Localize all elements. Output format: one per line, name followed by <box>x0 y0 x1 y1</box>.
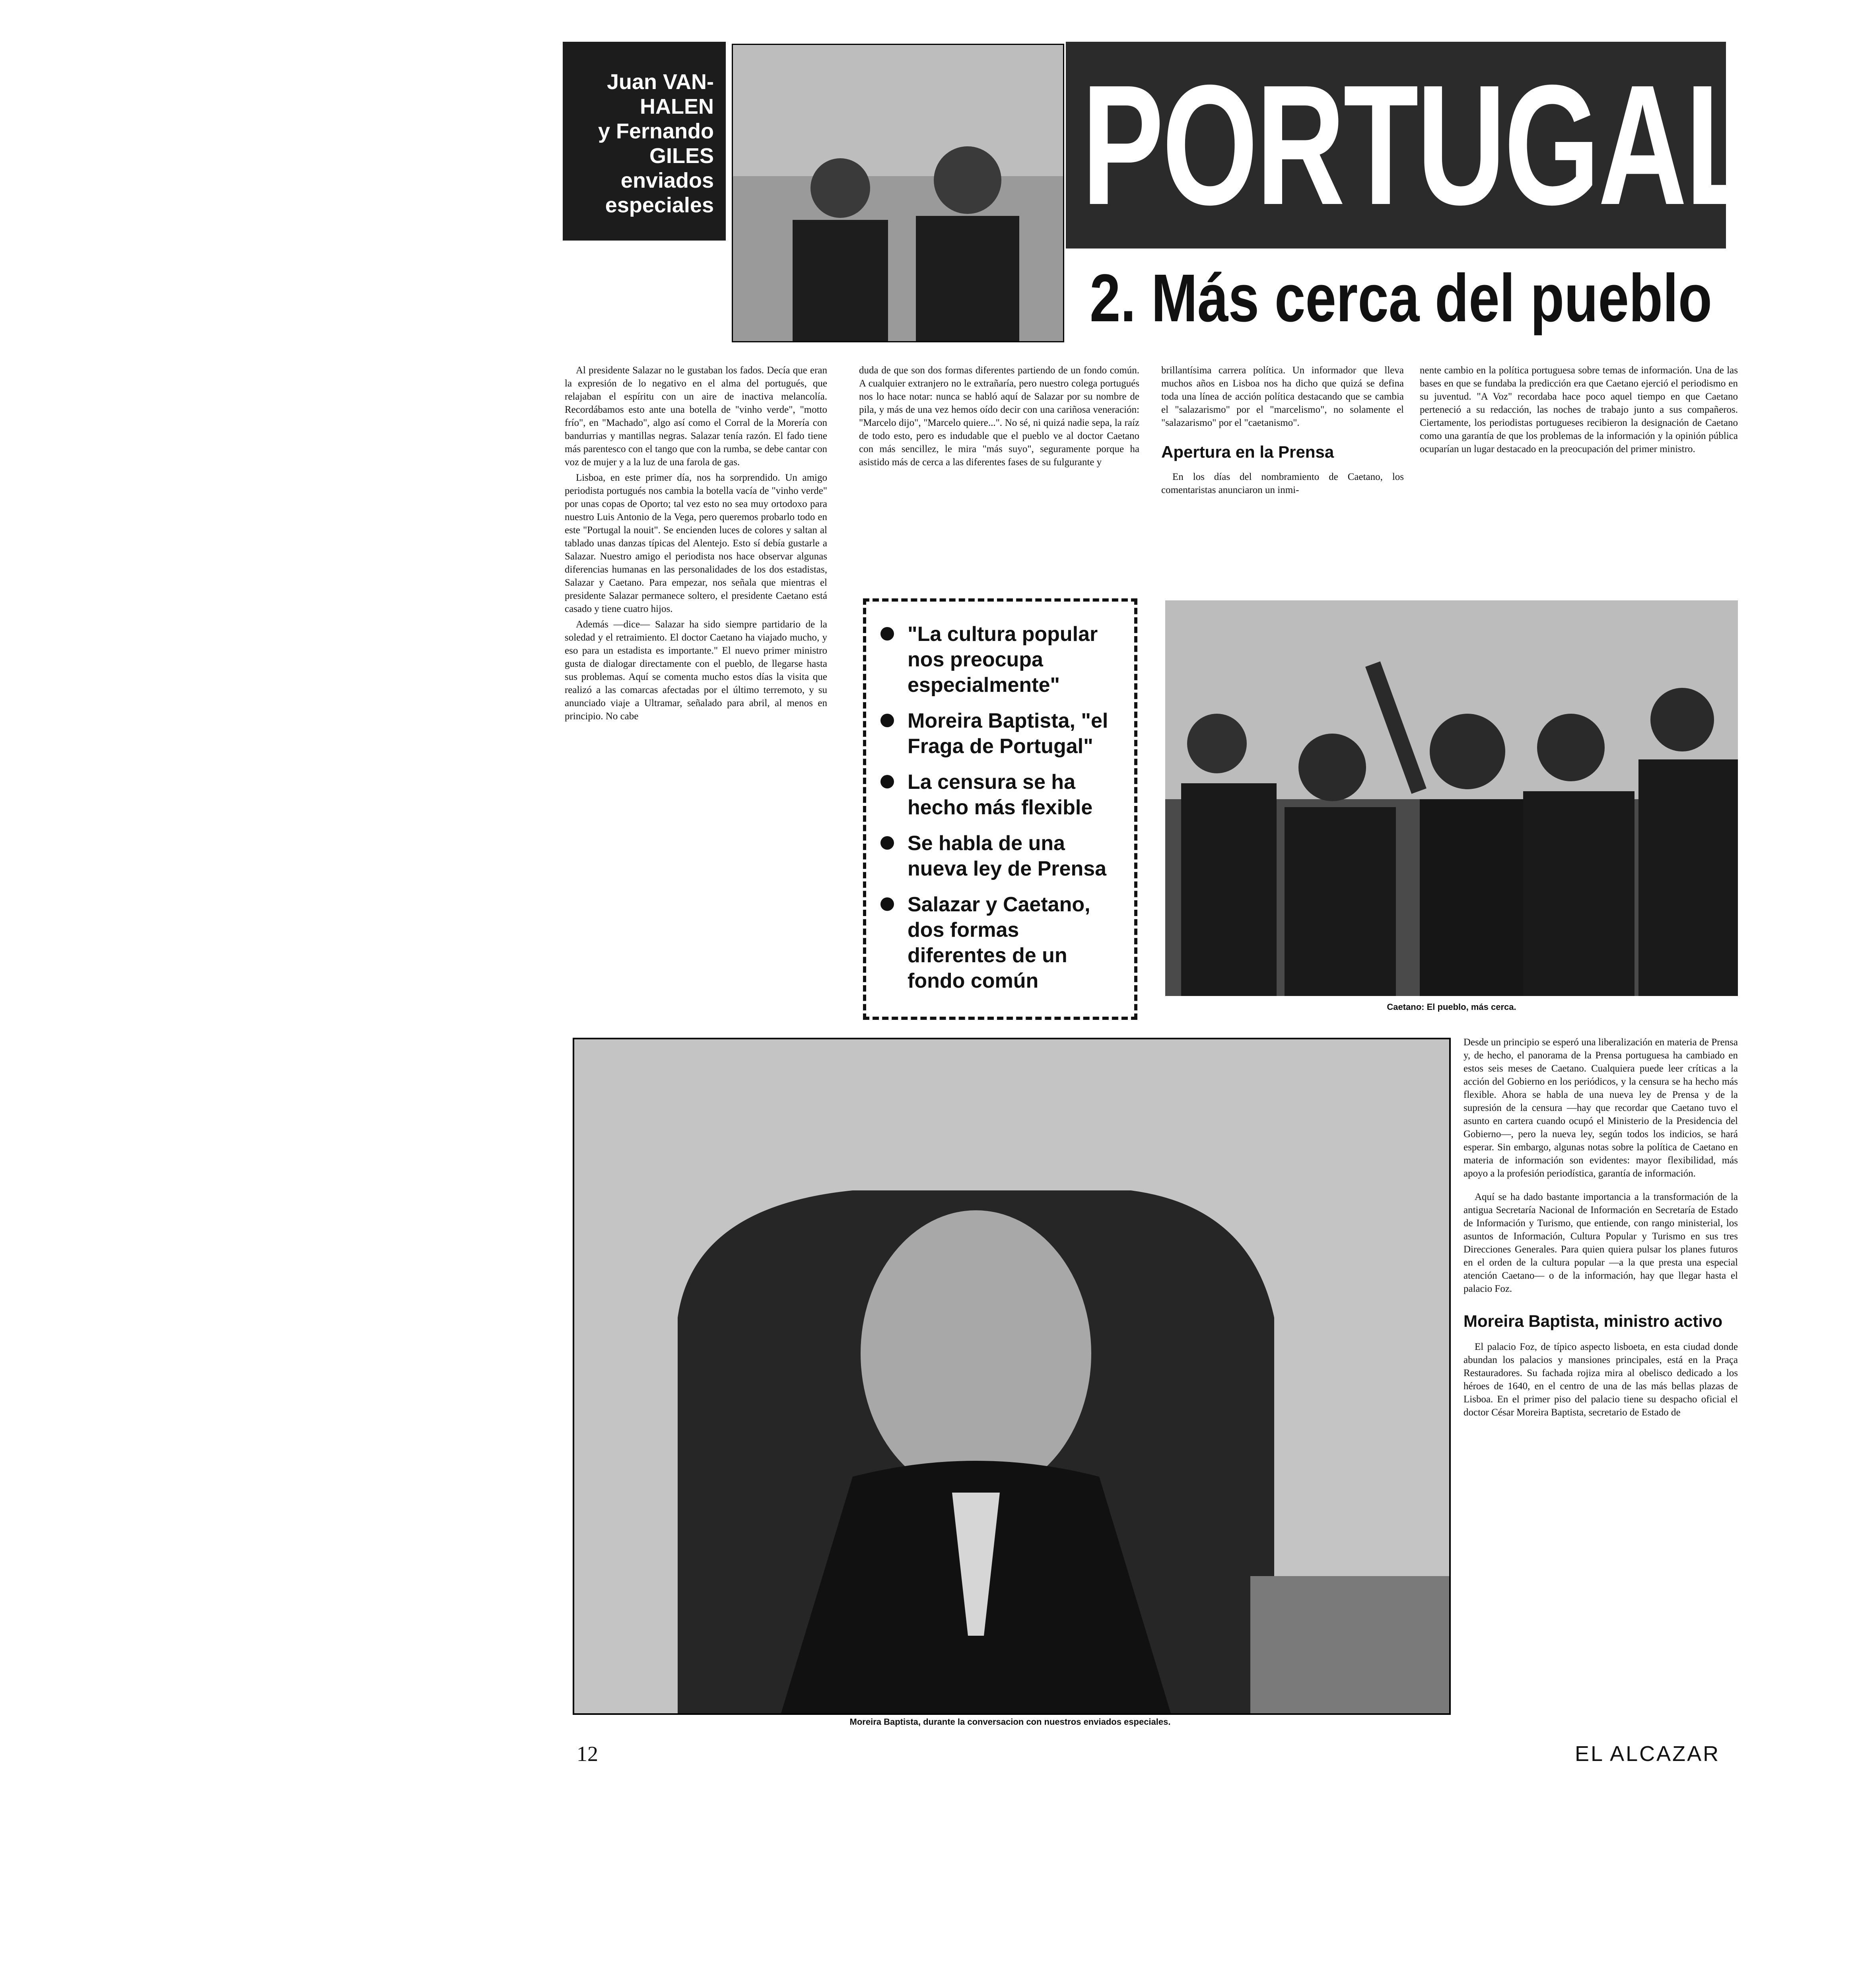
photo-caption: Moreira Baptista, durante la conversacion con nuestros enviados especiales. <box>849 1717 1171 1727</box>
callout-item <box>880 769 1122 820</box>
paragraph: Lisboa, en este primer día, nos ha sorprendido. Un amigo periodista portugués nos cambia la botella vacía de "vinho verde" por unas copas de Oporto; tal vez esto no sea muy ortodoxo para nuestro Luis Antonio de la Vega, pero queremos probarlo todo en este "Portugal la nouit". Se encienden luces de colores y saltan al tablado unas danzas típicas del Alentejo. Esto sí debía gustarle a Salazar. Nuestro amigo el periodista nos hace observar algunas diferencias humanas en las personalidades de los dos estadistas, Salazar y Caetano. Para empezar, nos señala que mientras el presidente Salazar permanece soltero, el presidente Caetano está casado y tiene cuatro hijos. <box>565 472 827 614</box>
page-number: 12 <box>577 1742 598 1766</box>
reporters-photo <box>732 44 1064 342</box>
paragraph: El palacio Foz, de típico aspecto lisboeta, en esta ciudad donde abundan los palacios y mansiones principales, está en la Praça Restauradores. Su fachada rojiza mira al obelisco dedicado a los héroes de 1640, en el centro de una de las más bellas plazas de Lisboa. En el primer piso del palacio tiene su despacho oficial el doctor César Moreira Baptista, secretario de Estado de <box>1463 1342 1738 1418</box>
byline-line: y Fernando <box>598 119 714 143</box>
paragraph: Desde un principio se esperó una liberalización en materia de Prensa y, de hecho, el panorama de la Prensa portuguesa ha cambiado en estos seis meses de Caetano. Cualquiera puede leer críticas a la acción del Gobierno en los periódicos, y la censura se ha hecho más flexible. Ahora se habla de una nueva ley de Prensa y de la supresión de la censura —hay que recordar que Caetano tuvo el asunto en cartera cuando ocupó el Ministerio de la Presidencia del Gobierno—, pero la nueva ley, según todos los indicios, se hará esperar. Sin embargo, algunas notas sobre la política de Caetano en materia de información son evidentes: mayor flexibilidad, más apoyo a la profesión periodística, garantía de información. <box>1463 1037 1738 1179</box>
byline-line: GILES <box>649 144 714 168</box>
bullet-icon <box>880 627 894 641</box>
byline-line: enviados <box>620 169 714 192</box>
moreira-baptista-photo <box>573 1038 1451 1715</box>
column-1 <box>565 364 827 725</box>
byline-line: Juan VAN- <box>606 70 714 94</box>
section-heading: Moreira Baptista, ministro activo <box>1463 1312 1723 1330</box>
bullet-icon <box>880 775 894 788</box>
byline-line: HALEN <box>640 95 714 118</box>
photo-caption: Caetano: El pueblo, más cerca. <box>1387 1002 1516 1012</box>
paragraph: nente cambio en la política portuguesa sobre temas de información. Una de las bases en que se fundaba la predicción era que Caetano ejerció el periodismo en su juventud. "A Voz" recordaba hace poco aquel tiempo en que Caetano perteneció a su redacción, las noches de trabajo junto a sus compañeros. Ciertamente, los periodistas portugueses recibieron la designación de Caetano como una garantía de que los problemas de la información y la opinión pública ocuparían un lugar destacado en la preocupación del primer ministro. <box>1420 365 1738 454</box>
right-column <box>1463 1036 1738 1421</box>
section-heading: Apertura en la Prensa <box>1161 443 1334 461</box>
column-2 <box>859 364 1139 471</box>
caetano-photo <box>1165 600 1738 996</box>
bullet-icon <box>880 897 894 911</box>
callout-text: "La cultura popular nos preocupa especialmente" <box>908 623 1098 697</box>
callout-text: Se habla de una nueva ley de Prensa <box>908 832 1107 880</box>
byline <box>598 70 714 217</box>
reporters-photo-art <box>733 45 1063 341</box>
page-subtitle: 2. Más cerca del pueblo <box>1090 260 1712 336</box>
paragraph: Al presidente Salazar no le gustaban los fados. Decía que eran la expresión de lo negativo en el alma del portugués, que relajaban el espíritu con un aire de inactiva melancolía. Recordábamos esto ante una botella de "vinho verde", "motto frío", en "Machado", algo así como el Corral de la Morería con bandurrias y mantillas negras. Salazar tenía razón. El fado tiene más parentesco con el tango que con la rumba, se debe cantar con voz de mujer y a la luz de una farola de gas. <box>565 365 827 468</box>
moreira-baptista-photo-art <box>574 1039 1449 1713</box>
bullet-icon <box>880 836 894 850</box>
paragraph: duda de que son dos formas diferentes partiendo de un fondo común. A cualquier extranjero no le extrañaría, pero nuestro colega portugués nos lo hace notar: nunca se habló aquí de Salazar por su nombre de pila, y más de una vez hemos oído decir con una cariñosa veneración: "Marcelo dijo", "Marcelo quiere...". No sé, ni quizá nadie sepa, la raíz de todo esto, pero es indudable que el pueblo ve al doctor Caetano con más sencillez, le mira "más suyo", seguramente porque ha asistido más de cerca a las diferentes fases de su fulgurante y <box>859 365 1139 468</box>
callout-item <box>880 621 1122 698</box>
publication-name: EL ALCAZAR <box>1575 1742 1720 1766</box>
byline-line: especiales <box>605 193 714 217</box>
page-title: PORTUGAL: <box>1082 50 1798 241</box>
paragraph: Aquí se ha dado bastante importancia a la transformación de la antigua Secretaría Nacional de Información en Secretaría de Estado de Información y Turismo, que entiende, con rango ministerial, los asuntos de Información, Cultura Popular y Turismo en sus tres Direcciones Generales. Para quien quiera pulsar los planes futuros en el orden de la cultura popular —a la que presta una especial atención Caetano— o de la información, hay que llegar hasta el palacio Foz. <box>1463 1192 1738 1294</box>
callout-text: Salazar y Caetano, dos formas diferentes de un fondo común <box>908 893 1090 992</box>
bullet-icon <box>880 714 894 727</box>
paragraph: Además —dice— Salazar ha sido siempre partidario de la soledad y el retraimiento. El doctor Caetano ha viajado mucho, y eso para un estadista es importante." El nuevo primer ministro gusta de dialogar directamente con el pueblo, de llegarse hasta sus problemas. Aquí se comenta mucho estos días la visita que realizó a las comarcas afectadas por el último terremoto, y su anunciado viaje a Ultramar, señalado para abril, al menos en principio. No cabe <box>565 619 827 722</box>
column-4 <box>1420 364 1738 458</box>
caetano-photo-art <box>1165 600 1738 996</box>
callout-item <box>880 892 1122 994</box>
column-3 <box>1161 364 1404 499</box>
callout-box <box>863 598 1137 1020</box>
callout-text: Moreira Baptista, "el Fraga de Portugal" <box>908 709 1108 758</box>
callout-item <box>880 831 1122 881</box>
callout-text: La censura se ha hecho más flexible <box>908 771 1093 819</box>
paragraph: En los días del nombramiento de Caetano, los comentaristas anunciaron un inmi- <box>1161 472 1404 495</box>
callout-item <box>880 708 1122 759</box>
title-banner <box>1066 42 1798 248</box>
byline-box <box>563 42 726 241</box>
paragraph: brillantísima carrera política. Un informador que lleva muchos años en Lisboa nos ha dicho que quizá se defina toda una línea de acción política destacando que se cambia el "salazarismo" por el "marcelismo", no solamente el "salazarismo" por el "caetanismo". <box>1161 365 1404 428</box>
